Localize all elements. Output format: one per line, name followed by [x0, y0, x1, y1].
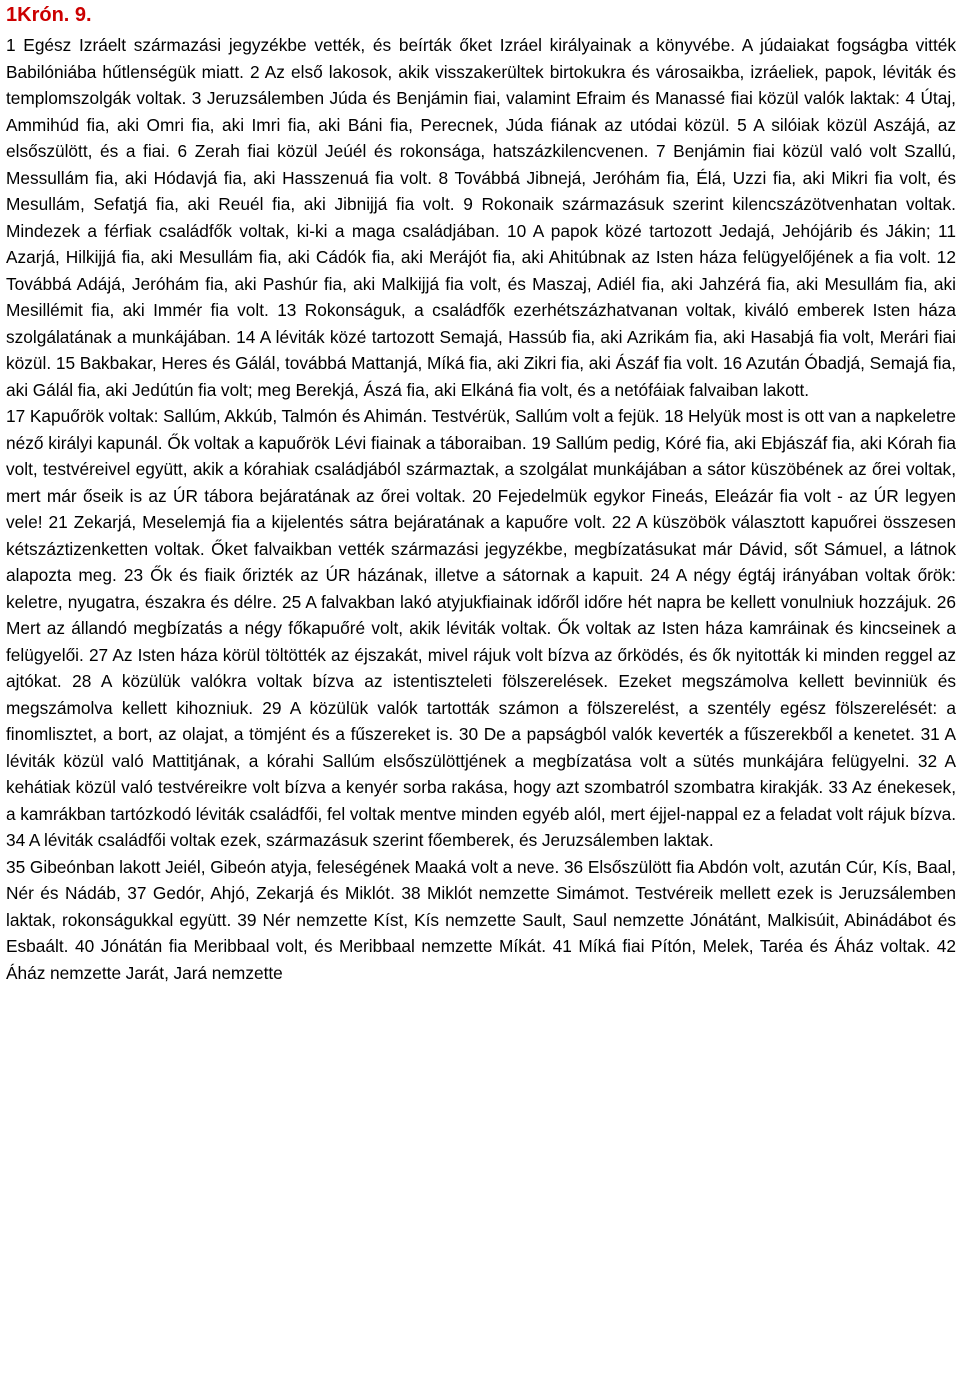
paragraph-3: 35 Gibeónban lakott Jeiél, Gibeón atyja, feleségének Maaká volt a neve. 36 Elsőszülött fia Abdón volt, azután Cúr, Kís, Baal, Nér és Nádáb, 37 Gedór, Ahjó, Zekarjá és Miklót. 38 Miklót nemzette Simámot. Testvéreik mellett ezek is Jeruzsálemben laktak, rokonságukkal együtt. 39 Nér nemzette Kíst, Kís nemzette Sault, Saul nemzette Jónátánt, Malkisúit, Abinádábot és Esbaált. 40 Jónátán fia Meribbaal volt, és Meribbaal nemzette Míkát. 41 Míká fiai Pítón, Melek, Taréa és Áház voltak. 42 Áház nemzette Jarát, Jará nemzette [6, 856, 956, 983]
chapter-title: 1Krón. 9. [6, 4, 92, 26]
document-page [6, 2, 956, 986]
paragraph-2: 17 Kapuőrök voltak: Sallúm, Akkúb, Talmón és Ahimán. Testvérük, Sallúm volt a fejük. 18 Helyük most is ott van a napkeletre néző királyi kapunál. Ők voltak a kapuőrök Lévi fiainak a táboraiban. 19 Sallúm pedig, Kóré fia, aki Ebjászáf fia, aki Kórah fia volt, testvéreivel együtt, akik a kórahiak családjából származtak, a szolgálat munkájában a sátor küszöbének az őrei voltak, mert már őseik is az ÚR tábora bejáratának az őrei voltak. 20 Fejedelmük egykor Fineás, Eleázár fia volt - az ÚR legyen vele! 21 Zekarjá, Meselemjá fia a kijelentés sátra bejáratának a kapuőre volt. 22 A küszöbök választott kapuőrei összesen kétszáztizenketten voltak. Őket falvaikban vették származási jegyzékbe, megbízatásukat már Dávid, sőt Sámuel, a látnok alapozta meg. 23 Ők és fiaik őrizték az ÚR házának, illetve a sátornak a kapuit. 24 A négy égtáj irányában voltak őrök: keletre, nyugatra, északra és délre. 25 A falvakban lakó atyjukfiainak időről időre hét napra be kellett vonulniuk hozzájuk. 26 Mert az állandó megbízatás a négy főkapuőré volt, akik léviták voltak. Ők voltak az Isten háza kamráinak és kincseinek a felügyelői. 27 Az Isten háza körül töltötték az éjszakát, mivel rájuk volt bízva az őrködés, és ők nyitották ki minden reggel az ajtókat. 28 A közülük valókra voltak bízva az istentiszteleti fölszerelések. Ezeket megszámolva kellett bevinniük és megszámolva kellett kihozniuk. 29 A közülük valók tartották számon a fölszerelést, a szentély egész fölszerelését: a finomlisztet, a bort, az olajat, a tömjént és a fűszereket is. 30 De a papságból valók keverték a fűszerekből a kenetet. 31 A léviták közül való Mattitjának, a kórahi Sallúm elsőszülöttjének a megbízatása volt a sütés munkájára felügyelni. 32 A kehátiak közül való testvéreikre volt bízva a kenyér sorba rakása, hogy azt szombatról szombatra kirakják. 33 Az énekesek, a kamrákban tartózkodó léviták családfői, fel voltak mentve minden egyéb alól, mert éjjel-nappal ez a feladat volt rájuk bízva. 34 A léviták családfői voltak ezek, származásuk szerint főemberek, és Jeruzsálemben laktak. [6, 406, 956, 850]
paragraph-1: 1 Egész Izráelt származási jegyzékbe vették, és beírták őket Izráel királyainak a könyvébe. A júdaiakat fogságba vitték Babilóniába hűtlenségük miatt. 2 Az első lakosok, akik visszakerültek birtokukra és városaikba, izráeliek, papok, léviták és templomszolgák voltak. 3 Jeruzsálemben Júda és Benjámin fiai, valamint Efraim és Manassé fiai közül valók laktak: 4 Útaj, Ammihúd fia, aki Omri fia, aki Imri fia, aki Báni fia, Perecnek, Júda fiának az utódai közül. 5 A silóiak közül Aszájá, az elsőszülött, és a fiai. 6 Zerah fiai közül Jeúél és rokonsága, hatszázkilencvenen. 7 Benjámin fiai közül való volt Szallú, Messullám fia, aki Hódavjá fia, aki Hasszenuá fia volt. 8 Továbbá Jibnejá, Jeróhám fia, Élá, Uzzi fia, aki Mikri fia volt, és Mesullám, Sefatjá fia, aki Reuél fia, aki Jibnijjá fia volt. 9 Rokonaik származásuk szerint kilencszázötvenhatan voltak. Mindezek a férfiak családfők voltak, ki-ki a maga családjában. 10 A papok közé tartozott Jedajá, Jehójárib és Jákin; 11 Azarjá, Hilkijjá fia, aki Mesullám fia, aki Cádók fia, aki Merájót fia, aki Ahitúbnak az Isten háza felügyelőjének a fia volt. 12 Továbbá Adájá, Jeróhám fia, aki Pashúr fia, aki Malkijjá fia volt, és Maszaj, Adiél fia, aki Jahzérá fia, aki Mesullám fia, aki Mesillémit fia, aki Immér fia volt. 13 Rokonságuk, a családfők ezerhétszázhatvanan voltak, kiváló emberek Isten háza szolgálatának a munkájában. 14 A léviták közé tartozott Semajá, Hassúb fia, aki Azrikám fia, aki Hasabjá fia volt, Merári fiai közül. 15 Bakbakar, Heres és Gálál, továbbá Mattanjá, Míká fia, aki Zikri fia, aki Ászáf fia volt. 16 Azután Óbadjá, Semajá fia, aki Gálál fia, aki Jedútún fia volt; meg Berekjá, Ászá fia, aki Elkáná fia volt, és a netófáiak falvaiban lakott. [6, 35, 956, 400]
